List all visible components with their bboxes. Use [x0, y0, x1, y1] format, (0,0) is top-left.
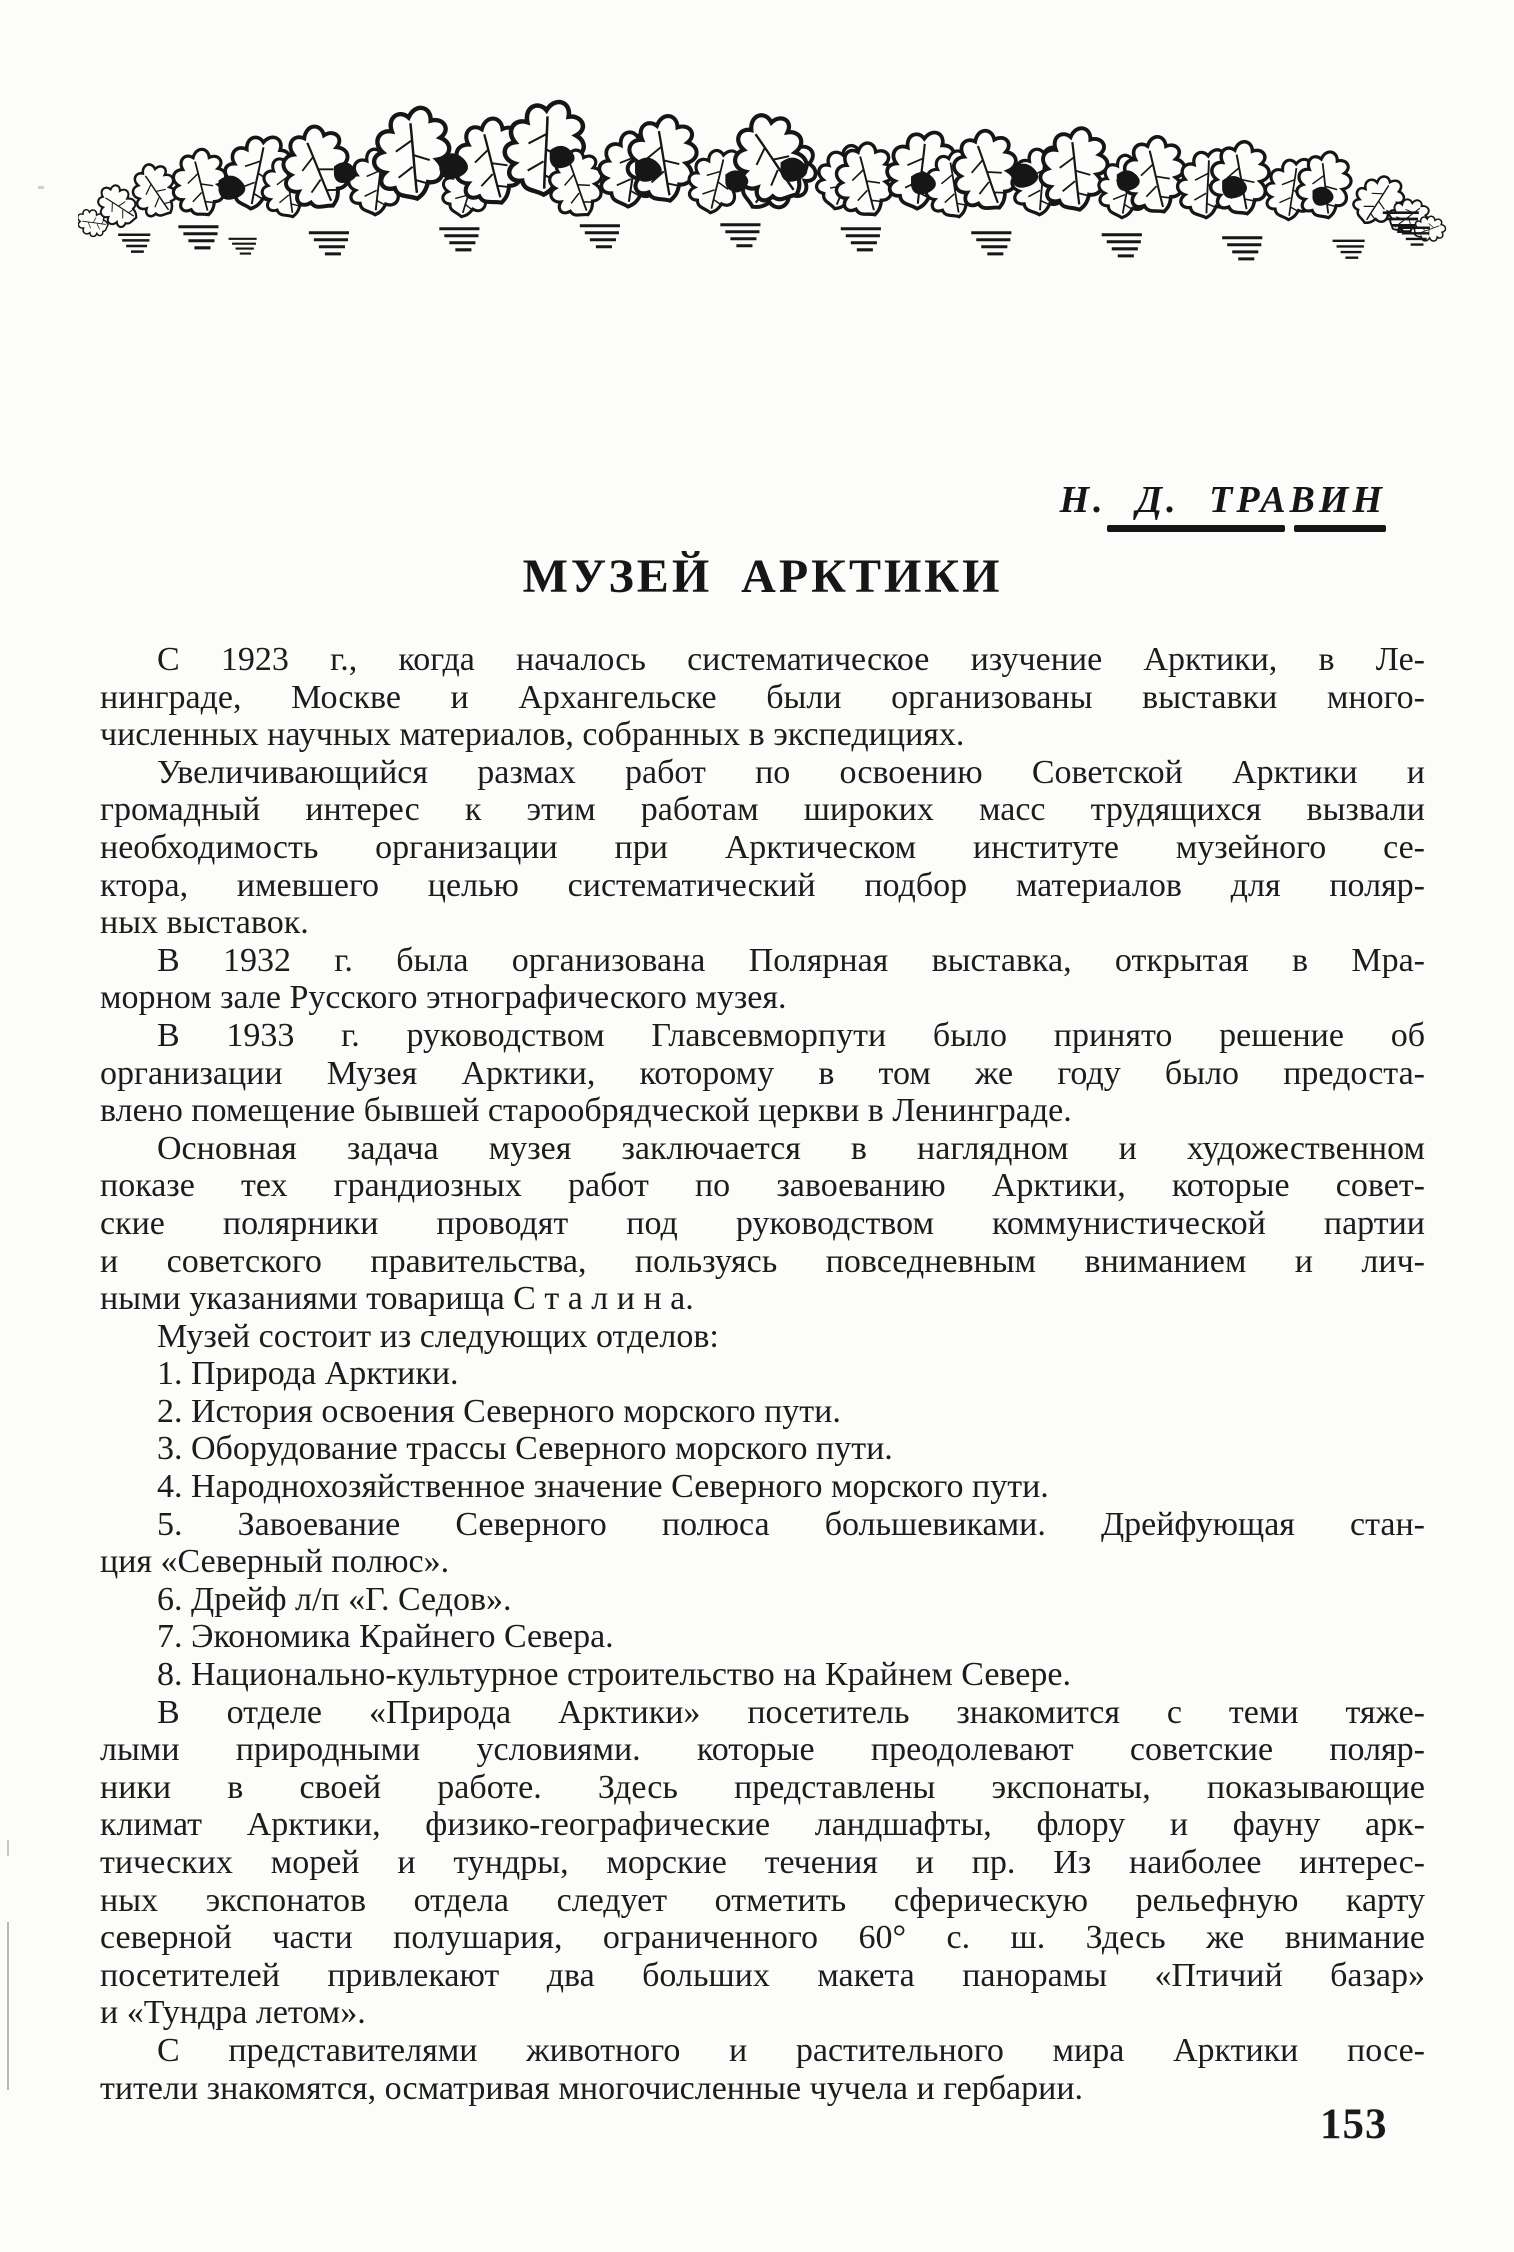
text-line: ными указаниями товарища С т а л и н а. — [100, 1280, 694, 1318]
text-line: тических морей и тундры, морские течения и пр. Из наиболее интерес- — [100, 1844, 1425, 1881]
text-line: 3. Оборудование трассы Северного морского пути. — [157, 1430, 893, 1468]
text-line: 4. Народнохозяйственное значение Северного морского пути. — [157, 1468, 1049, 1506]
text-line: северной части полушария, ограниченного 60° с. ш. Здесь же внимание — [100, 1919, 1425, 1957]
text-line: ных выставок. — [100, 904, 309, 942]
text-line: ники в своей работе. Здесь представлены экспонаты, показывающие — [100, 1768, 1425, 1806]
text-line: С 1923 г., когда началось систематическое изучение Арктики, в Ле- — [157, 641, 1425, 678]
paragraph — [100, 942, 1425, 1017]
text-line: громадный интерес к этим работам широких масс трудящихся вызвали — [100, 791, 1425, 829]
text-line: климат Арктики, физико-географические ландшафты, флору и фауну арк- — [100, 1806, 1425, 1844]
text-line: 6. Дрейф л/п «Г. Седов». — [157, 1580, 512, 1618]
paragraph — [100, 2032, 1425, 2107]
paragraph — [100, 1694, 1425, 2032]
text-line: нинграде, Москве и Архангельске были организованы выставки много- — [100, 678, 1425, 716]
underline-segment — [1294, 525, 1386, 532]
text-line: лыми природными условиями. которые преодолевают советские поляр- — [100, 1731, 1425, 1769]
text-line: ктора, имевшего целью систематический подбор материалов для поляр- — [100, 866, 1425, 904]
paragraph — [100, 1355, 1425, 1393]
paragraph — [100, 1656, 1425, 1694]
text-line: влено помещение бывшей старообрядческой церкви в Ленинграде. — [100, 1092, 1072, 1130]
paragraph — [100, 1017, 1425, 1130]
text-line: Музей состоит из следующих отделов: — [157, 1317, 719, 1355]
author-block — [1060, 478, 1386, 532]
paragraph — [100, 1506, 1425, 1581]
text-line: ных экспонатов отдела следует отметить сферическую рельефную карту — [100, 1881, 1425, 1919]
text-line: показе тех грандиозных работ по завоеванию Арктики, которые совет- — [100, 1167, 1425, 1205]
text-line: 8. Национально-культурное строительство на Крайнем Севере. — [157, 1656, 1071, 1694]
scan-artifact-line — [7, 1922, 9, 2090]
text-line: В 1932 г. была организована Полярная выставка, открытая в Мра- — [157, 941, 1425, 979]
text-line: Основная задача музея заключается в наглядном и художественном — [157, 1129, 1425, 1167]
text-line: посетителей привлекают два больших макета панорамы «Птичий базар» — [100, 1956, 1425, 1994]
text-line: ские полярники проводят под руководством коммунистической партии — [100, 1204, 1425, 1242]
paragraph — [100, 1618, 1425, 1656]
text-line: 1. Природа Арктики. — [157, 1355, 459, 1393]
text-line: тители знакомятся, осматривая многочисленные чучела и гербарии. — [100, 2069, 1084, 2107]
paragraph — [100, 1318, 1425, 1356]
text-line: численных научных материалов, собранных в экспедициях. — [100, 716, 965, 754]
paragraph — [100, 1130, 1425, 1318]
text-line: ция «Северный полюс». — [100, 1543, 450, 1581]
text-line: организации Музея Арктики, которому в том же году было предоста- — [100, 1054, 1425, 1092]
text-line: 2. История освоения Северного морского пути. — [157, 1392, 841, 1430]
text-line: необходимость организации при Арктическом институте музейного се- — [100, 828, 1425, 866]
paragraph — [100, 754, 1425, 942]
paragraph — [100, 641, 1425, 754]
paragraph — [100, 1393, 1425, 1431]
author-name: Н. Д. ТРАВИН — [1059, 479, 1386, 521]
article-title: МУЗЕЙ АРКТИКИ — [522, 550, 1003, 603]
text-line: и советского правительства, пользуясь повседневным вниманием и лич- — [100, 1242, 1425, 1280]
scan-artifact-tick — [7, 1840, 9, 1856]
text-line: В 1933 г. руководством Главсевморпути было принято решение об — [157, 1016, 1425, 1054]
text-line: и «Тундра летом». — [100, 1994, 366, 2032]
paragraph — [100, 1581, 1425, 1619]
text-line: С представителями животного и растительного мира Арктики посе- — [157, 2031, 1425, 2069]
text-line: 5. Завоевание Северного полюса большевиками. Дрейфующая стан- — [157, 1505, 1425, 1543]
underline-segment — [1107, 525, 1285, 532]
page-number: 153 — [1320, 2101, 1388, 2148]
oak-garland-illustration — [78, 60, 1453, 265]
paragraph — [100, 1468, 1425, 1506]
paragraph — [100, 1430, 1425, 1468]
author-underline — [1060, 525, 1386, 532]
text-line: 7. Экономика Крайнего Севера. — [157, 1618, 614, 1656]
text-line: Увеличивающийся размах работ по освоению Советской Арктики и — [157, 753, 1425, 791]
article-body — [100, 641, 1425, 2107]
text-line: В отделе «Природа Арктики» посетитель знакомится с теми тяже- — [157, 1693, 1425, 1731]
text-line: морном зале Русского этнографического музея. — [100, 979, 787, 1017]
scan-artifact-dot — [38, 186, 44, 189]
